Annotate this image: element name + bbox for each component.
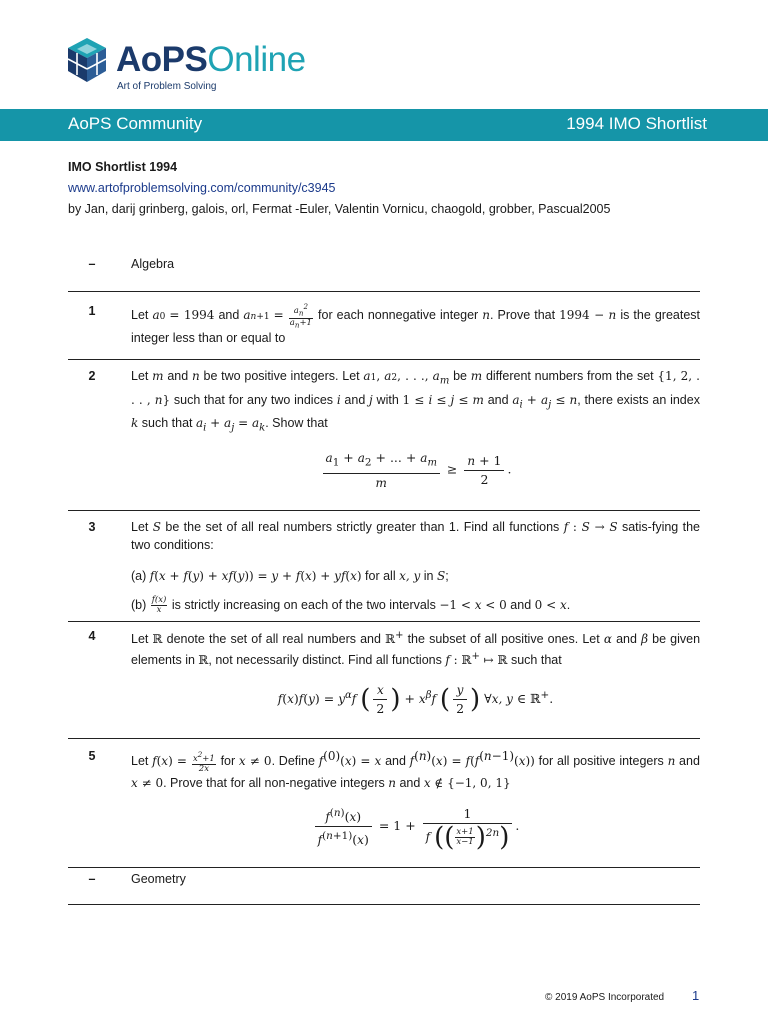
problem-text: Let a0 = 1994 and an+1 = $\frac{a_n^2}{a_n+1}$ for each nonnegative integer n. Prove that 1994 − n is the greatest integer less than or equal to bbox=[131, 302, 700, 346]
section-num: – bbox=[88, 257, 96, 271]
community-link[interactable]: www.artofproblemsolving.com/community/c3945 bbox=[68, 181, 336, 195]
authors-line: by Jan, darij grinberg, galois, orl, Fermat -Euler, Valentin Vornicu, chaogold, grobber, Pascual2005 bbox=[68, 202, 611, 216]
logo-wordmark bbox=[116, 40, 306, 80]
section-label: Algebra bbox=[131, 257, 175, 271]
section-row-algebra bbox=[68, 245, 700, 292]
problem-number: 4 bbox=[88, 628, 96, 643]
display-equation: $\frac{a_1 + a_2 + ... + a_m}{m}$ ≥ $\frac{n + 1}{2}$ . bbox=[131, 449, 700, 491]
problem-row-5 bbox=[68, 739, 700, 868]
copyright-text: © 2019 AoPS Incorporated bbox=[545, 992, 665, 1003]
header-bar bbox=[0, 109, 768, 141]
contest-title: 1994 IMO Shortlist bbox=[566, 114, 707, 133]
document-header bbox=[68, 157, 610, 220]
problem-text: Let ℝ denote the set of all real numbers and ℝ+ the subset of all positive ones. Let α and β be given elements in ℝ, not necessarily distinct. Find all functions f : ℝ+ ↦ ℝ such that $f(x)f(y) = y^\alpha f$ ( $\frac{x}{2}$ ) + $x^\beta f$ ( $\frac{y}{2}$ ) ∀x, y ∈ ℝ+. bbox=[131, 629, 701, 716]
logo-tagline: Art of Problem Solving bbox=[117, 81, 217, 92]
problem-row-3 bbox=[68, 511, 700, 622]
problem-number: 2 bbox=[88, 369, 96, 384]
problem-text: Let f(x) = $\frac{x^2+1}{2x}$ for x ≠ 0. Define $f^{(0)}(x) = x$ and $f^{(n)}(x) = f(f^{(n-1)}(x))$ for all positive integers n and x ≠ 0. Prove that for all non-negative integers n and x ∉ {−1, 0, 1} $\frac{f^{(n)}(x)}{f^{(n+1)}(x)}$ = 1 + 1 f (( $\frac{x+1}{x-1}$ )$^{2n}$) . bbox=[131, 748, 700, 853]
problems-table bbox=[68, 245, 700, 905]
page-number: 1 bbox=[692, 988, 700, 1003]
display-equation: $\frac{f^{(n)}(x)}{f^{(n+1)}(x)}$ = 1 + 1 f (( $\frac{x+1}{x-1}$ )$^{2n}$) . bbox=[131, 804, 700, 849]
problem-row-2 bbox=[68, 360, 700, 511]
problem-number: 3 bbox=[88, 519, 96, 534]
problem-text: Let m and n be two positive integers. Let a1, a2, . . ., $a_m$ be m different numbers from the set {1, 2, . . . , n} such that for any two indices i and j with 1 ≤ i ≤ j ≤ m and $a_i + a_j \le n$, there exists an index k such that $a_i + a_j = a_k$. Show that $\frac{a_1 + a_2 + ... + a_m}{m}$ ≥ $\frac{n + 1}{2}$ . bbox=[131, 369, 700, 490]
problem-text: Let S be the set of all real numbers strictly greater than 1. Find all functions f : S → S satis-fying the two conditions: (a) f(x + f(y) + xf(y)) = y + f(x) + yf(x) for all x, y in S; (b) $\frac{f(x)}{x}$ is strictly increasing on each of the two intervals −1 < x < 0 and 0 < x. bbox=[131, 519, 701, 615]
display-equation: $f(x)f(y) = y^\alpha f$ ( $\frac{x}{2}$ ) + $x^\beta f$ ( $\frac{y}{2}$ ) ∀x, y ∈ ℝ+. bbox=[277, 682, 554, 716]
problem-number: 5 bbox=[88, 748, 96, 763]
problem-row-4 bbox=[68, 622, 700, 739]
logo-brand-light: Online bbox=[207, 40, 306, 79]
community-label[interactable]: AoPS Community bbox=[68, 114, 203, 133]
section-label: Geometry bbox=[131, 872, 186, 887]
logo-brand-bold: AoPS bbox=[116, 40, 208, 79]
section-row-geometry bbox=[68, 868, 700, 905]
problem-row-1 bbox=[68, 292, 700, 360]
section-num: – bbox=[88, 872, 96, 887]
document-title: IMO Shortlist 1994 bbox=[68, 160, 178, 174]
problem-number: 1 bbox=[88, 304, 96, 318]
cube-logo-icon bbox=[66, 37, 108, 83]
